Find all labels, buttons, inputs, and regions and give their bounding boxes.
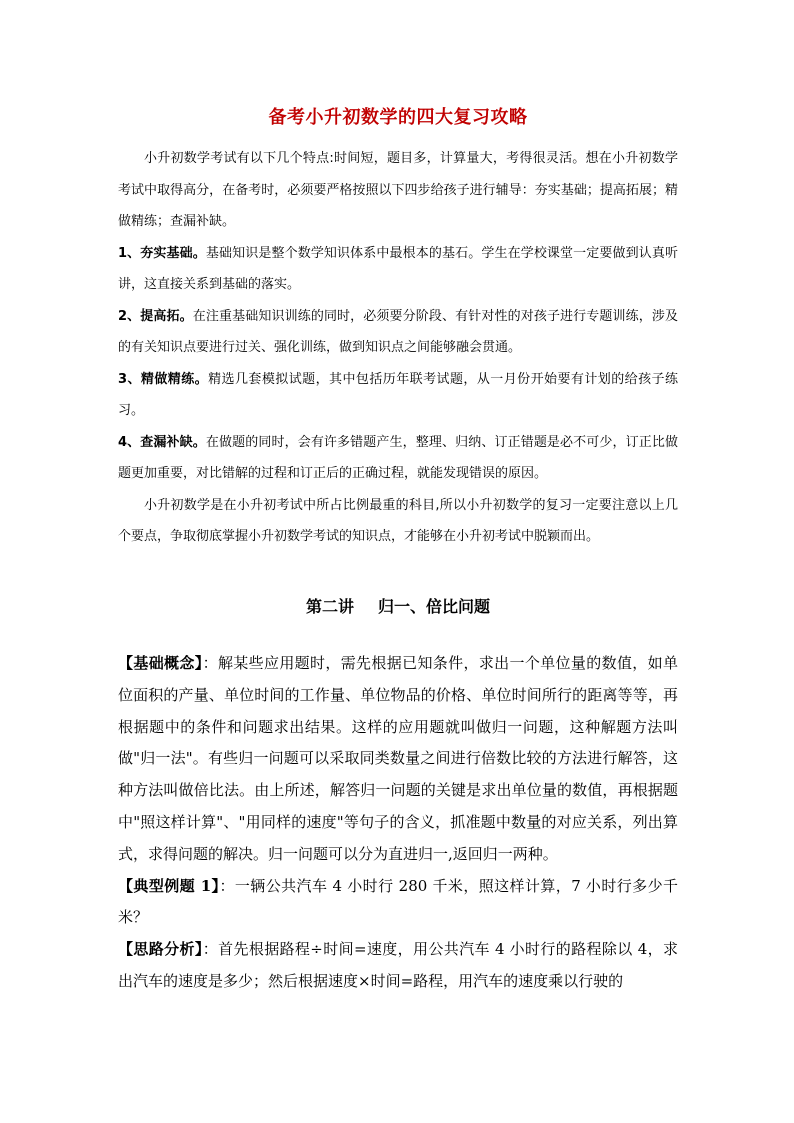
list-item-heading: 4、查漏补缺。 <box>118 434 206 450</box>
analysis-label: 【思路分析】 <box>118 940 203 959</box>
list-item-heading: 2、提高拓。 <box>118 308 193 324</box>
lecture-body <box>118 648 678 998</box>
list-item-heading: 3、精做精练。 <box>118 371 209 387</box>
list-item <box>118 238 678 301</box>
list-item-text: 在注重基础知识训练的同时，必须要分阶段、有针对性的对孩子进行专题训练，涉及的有关知识点要进行过关、强化训练，做到知识点之间能够融会贯通。 <box>118 308 678 355</box>
lecture-topic: 归一、倍比问题 <box>378 597 491 616</box>
list-item-text: 基础知识是整个数学知识体系中最根本的基石。学生在学校课堂一定要做到认真听讲，这直接关系到基础的落实。 <box>118 245 678 292</box>
document-title: 备考小升初数学的四大复习攻略 <box>268 107 528 128</box>
example-label: 【典型例题 1】 <box>118 876 220 895</box>
concept-label: 【基础概念】 <box>118 654 203 672</box>
lecture-number: 第二讲 <box>305 597 354 616</box>
list-item <box>118 427 678 490</box>
analysis-text: ：首先根据路程÷时间=速度，用公共汽车 4 小时行的路程除以 4，求出汽车的速度是多少；然后根据速度×时间=路程，用汽车的速度乘以行驶的 <box>118 940 678 990</box>
list-item <box>118 364 678 427</box>
concept-text: ：解某些应用题时，需先根据已知条件，求出一个单位量的数值，如单位面积的产量、单位时间的工作量、单位物品的价格、单位时间所行的距离等等，再根据题中的条件和问题求出结果。这样的应用题就叫做归一问题，这种解题方法叫做"归一法"。有些归一问题可以采取同类数量之间进行倍数比较的方法进行解答，这种方法叫做倍比法。由上所述，解答归一问题的关键是求出单位量的数值，再根据题中"照这样计算"、"用同样的速度"等句子的含义，抓准题中数量的对应关系，列出算式，求得问题的解决。归一问题可以分为直进归一,返回归一两种。 <box>118 654 678 863</box>
list-item-text: 在做题的同时，会有许多错题产生，整理、归纳、订正错题是必不可少，订正比做题更加重要，对比错解的过程和订正后的正确过程，就能发现错误的原因。 <box>118 434 678 481</box>
intro-paragraph: 小升初数学考试有以下几个特点:时间短，题目多，计算量大，考得很灵活。想在小升初数学考试中取得高分，在备考时，必须要严格按照以下四步给孩子进行辅导：夯实基础；提高拓展；精做精练；查漏补缺。 <box>118 151 678 229</box>
example-paragraph <box>118 871 678 935</box>
closing-paragraph: 小升初数学是在小升初考试中所占比例最重的科目,所以小升初数学的复习一定要注意以上几个要点，争取彻底掌握小升初数学考试的知识点，才能够在小升初考试中脱颖而出。 <box>118 497 678 544</box>
lecture-title <box>118 594 678 617</box>
list-item-heading: 1、夯实基础。 <box>118 245 206 261</box>
list-item-text: 精选几套模拟试题，其中包括历年联考试题，从一月份开始要有计划的给孩子练习。 <box>118 371 678 418</box>
list-item <box>118 301 678 364</box>
analysis-paragraph <box>118 934 678 998</box>
intro-section <box>118 143 678 553</box>
example-text: ：一辆公共汽车 4 小时行 280 千米，照这样计算，7 小时行多少千米？ <box>118 876 678 927</box>
concept-paragraph <box>118 648 678 871</box>
